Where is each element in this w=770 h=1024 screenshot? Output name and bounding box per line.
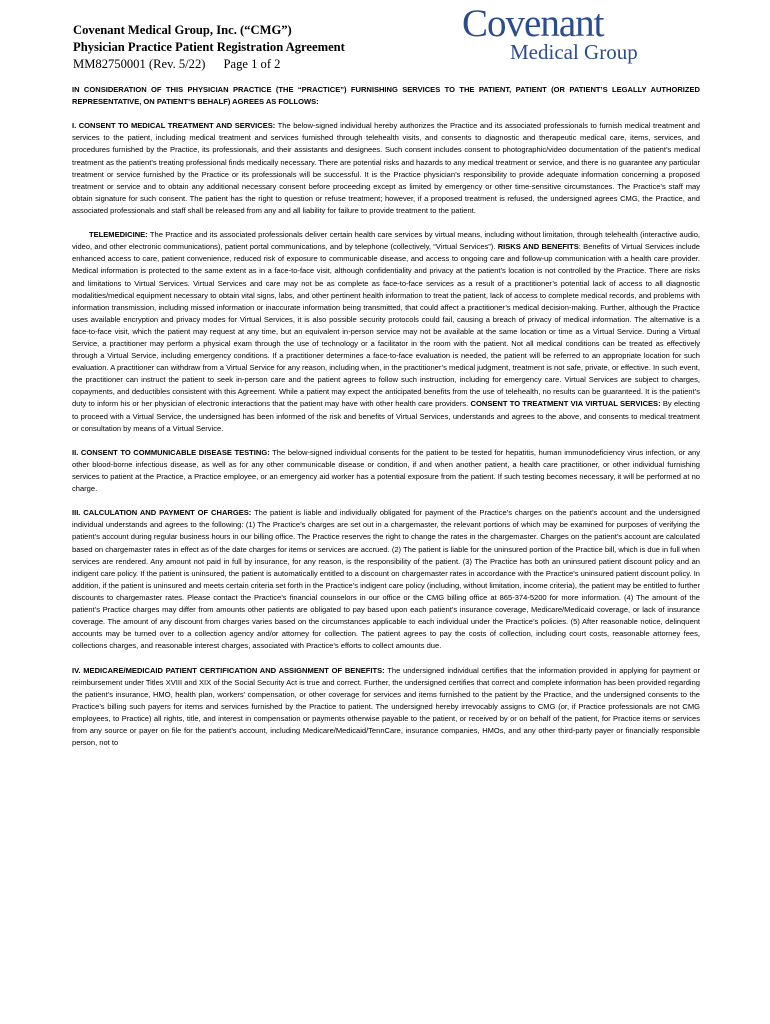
risks-benefits-heading: RISKS AND BENEFITS xyxy=(497,242,579,252)
section-text: The undersigned individual certifies that the information provided in applying for payment or reimbursement under Titles XVIII and XIX of the Social Security Act is true and correct. Further, the undersigned certifies that correct and complete information has been provided regarding the patient’s insurance, HMO, health plan, workers’ compensation, or other coverage for services and items furnished to the patient by the Practice, and the undersigned consents to the Practice’s billing such payers for items and services furnished by the Practice to patient. The undersigned hereby irrevocably assigns to CMG (or, if Practice professionals are not CMG employees, to Practice) all rights, title, and interest in compensation or payments otherwise payable to the patient, or received by or on behalf of the patient, for Practice items or services from any source or payer on file for the patient’s account, including Medicare/Medicaid/TennCare, insurance companies, HMOs, and any other third-party payer or financially responsible person, not to xyxy=(72,665,701,748)
section-text: The Practice and its associated professionals deliver certain health care services by virtual means, including without limitation, through telehealth (interactive audio, video, and other electronic communications), patient portal communications, and by telephone (collectively, “Virtual Services”). xyxy=(72,230,700,252)
section-heading: II. CONSENT TO COMMUNICABLE DISEASE TESTING: xyxy=(72,447,270,457)
page-number: Page 1 of 2 xyxy=(223,57,281,71)
section-text: The patient is liable and individually obligated for payment of the Practice’s charges on the patient’s account and the undersigned individual understands and agrees to the following: (1) The Practice’s charges are set out in a chargemaster, the relevant portions of which may be examined for purposes of verifying the patient’s account during regular business hours in our billing office. The Practice reserves the right to change the rates in the chargemaster. Charges on the patient’s account are calculated based on chargemaster rates in effect as of the date charges for items or services are accrued. (2) The patient is liable for the uninsured portion of the Practice bill, which is due in full when services are rendered. Any amount not paid in full by insurance, for any reason, is the responsibility of the patient. (3) The Practice has both an uninsured patient discount policy and an indigent care policy. If the patient is uninsured, the patient is automatically entitled to a discount on chargemaster rates in accordance with the Practice’s uninsured patient discount policy. In addition, if the patient is uninsured and meets certain criteria set forth in the Practice’s indigent care policy (including, without limitation, income criteria), the patient may be entitled to further discounts to chargemaster rates. Please contact the Practice’s financial counselors in our office or the CMG billing office at 865-374-5200 for more information. (4) The amount of the patient’s Practice charges may differ from amounts other patients are obligated to pay based upon each patient’s insurance coverage, Medicare/Medicaid coverage, or lack of insurance coverage. The amount of any discount from charges varies based on the circumstances applicable to each individual under the Practice’s policies. (5) After reasonable notice, delinquent accounts may be turned over to a collection agency and/or attorney for collection. The patient agrees to pay the costs of collection, including court costs, reasonable attorney fees, collections charges, and reasonable interest charges, associated with Practice’s efforts to collect amounts due. xyxy=(72,508,701,651)
intro-paragraph: IN CONSIDERATION OF THIS PHYSICIAN PRACTICE (THE “PRACTICE”) FURNISHING SERVICES TO THE PATIENT, PATIENT (OR PATIENT’S LEGALLY AUTHORIZED REPRESENTATIVE, ON PATIENT’S BEHALF) AGREES AS FOLLOWS: xyxy=(72,85,700,107)
company-name: Covenant Medical Group, Inc. (“CMG”) xyxy=(73,23,292,37)
agreement-body xyxy=(72,84,700,761)
document-title: Physician Practice Patient Registration Agreement xyxy=(73,40,345,54)
section-telemedicine xyxy=(72,229,700,435)
consent-virtual-heading: CONSENT TO TREATMENT VIA VIRTUAL SERVICES: xyxy=(470,399,661,409)
section-heading: I. CONSENT TO MEDICAL TREATMENT AND SERVICES: xyxy=(72,121,276,131)
section-medicare-assignment xyxy=(72,665,700,750)
form-code: MM82750001 (Rev. 5/22) xyxy=(73,57,206,71)
section-text: The below-signed individual consents for the patient to be tested for hepatitis, human immunodeficiency virus infection, or any other blood-borne infectious disease, as well as for any other communicable disease or condition, if and when another patient, a health care practitioner, or other individual furnishing services to patient at the Practice, a Practice employee, or an emergency aid worker has a potential exposure from the patient. If such testing becomes necessary, it will be performed at no charge. xyxy=(72,447,700,494)
logo-word-medical-group: Medical Group xyxy=(510,40,638,64)
section-heading: TELEMEDICINE: xyxy=(89,230,148,240)
section-disease-testing xyxy=(72,447,700,495)
document-header xyxy=(73,22,345,73)
logo-word-covenant: Covenant xyxy=(462,2,604,45)
section-consent-treatment xyxy=(72,120,700,217)
form-code-line xyxy=(73,56,345,73)
section-text: The below-signed individual hereby authorizes the Practice and its associated professionals to furnish medical treatment and services to the patient, including medical treatment and services furnished through telehealth visits, and consents to diagnostic and therapeutic medical care, items, services, and procedures furnished by the Practice, its professionals, and their assistants and designees. Such consent includes consent to photographic/video documentation of the patient’s medical treatment as the patient’s treating professional finds medically necessary. There are potential risks and hazards to any medical treatment or service, and there is no guarantee any particular treatment or service furnished by the Practice or its professionals will be successful. It is the Practice physician’s responsibility to provide adequate information concerning a proposed treatment or service and to obtain any additional necessary consent before proceeding except as limited by emergency or other time-sensitive circumstances. The Practice’s staff may obtain signature for such consent. The patient has the right to question or refuse treatment; however, if a proposed treatment is refused, the undersigned agrees CMG, the Practice, and associated professionals and staff shall be released from any and all liability for failure to provide treatment to the patient. xyxy=(72,121,700,215)
section-text: By electing to proceed with a Virtual Service, the undersigned has been informed of the risk and benefits of Virtual Services, understands and agrees to the above, and consents to medical treatment or consultation by means of a Virtual Service. xyxy=(72,399,701,433)
section-charges xyxy=(72,507,700,652)
section-heading: III. CALCULATION AND PAYMENT OF CHARGES: xyxy=(72,508,252,518)
covenant-logo xyxy=(462,2,662,66)
section-heading: IV. MEDICARE/MEDICAID PATIENT CERTIFICATION AND ASSIGNMENT OF BENEFITS: xyxy=(72,665,385,675)
section-text: : Benefits of Virtual Services include enhanced access to care, patient convenience, reduced risk of exposure to communicable disease, and access to ongoing care and follow-up communication with a health care provider. Medical information is protected to the same extent as in a face-to-face visit, although confidentiality and privacy at the patient’s location is not controlled by the Practice. There are risks and limitations to Virtual Services. Virtual Services and care may not be as complete as face-to-face services as a result of a practitioner’s potential lack of access to all diagnostic modalities/medical equipment necessary to obtain vital signs, labs, and other pertinent health information to treat the patient, lack of access to complete medical records, and problems with information transmission, including missed information or inaccurate information being transmitted, that could affect a practitioner’s medical decision-making. Further, although the Practice uses available encryption and privacy modes for Virtual Services, it is also possible security protocols could fail, causing a breach of privacy of medical information. The alternative is a face-to-face visit, which the patient may request at any time, but an equivalent in-person service may not be available at the same location or time as a Virtual Service. During a Virtual Service, a practitioner may perform a physical exam through the use of technology or a facilitator in the room with the patient. Not all medical conditions can be treated as effectively through a Virtual Service, including emergency conditions. If a practitioner determines a face-to-face evaluation is needed, the patient will be referred to an appropriate location for such evaluation. A practitioner can withdraw from a Virtual Service for any reason, including when, in the practitioner’s medical judgment, treatment is not safe, private, or effective. In such event, the practitioner can instruct the patient to seek in-person care and the patient agrees to follow such instruction, including for emergency care. Virtual Services are subject to charges, copayments, and deductibles consistent with this Agreement. While a patient may expect the anticipated benefits from the use of telehealth, no results can be guaranteed. It is the patient’s duty to inform his or her physician of electronic interactions that the patient may have with other health care providers. xyxy=(72,242,700,409)
